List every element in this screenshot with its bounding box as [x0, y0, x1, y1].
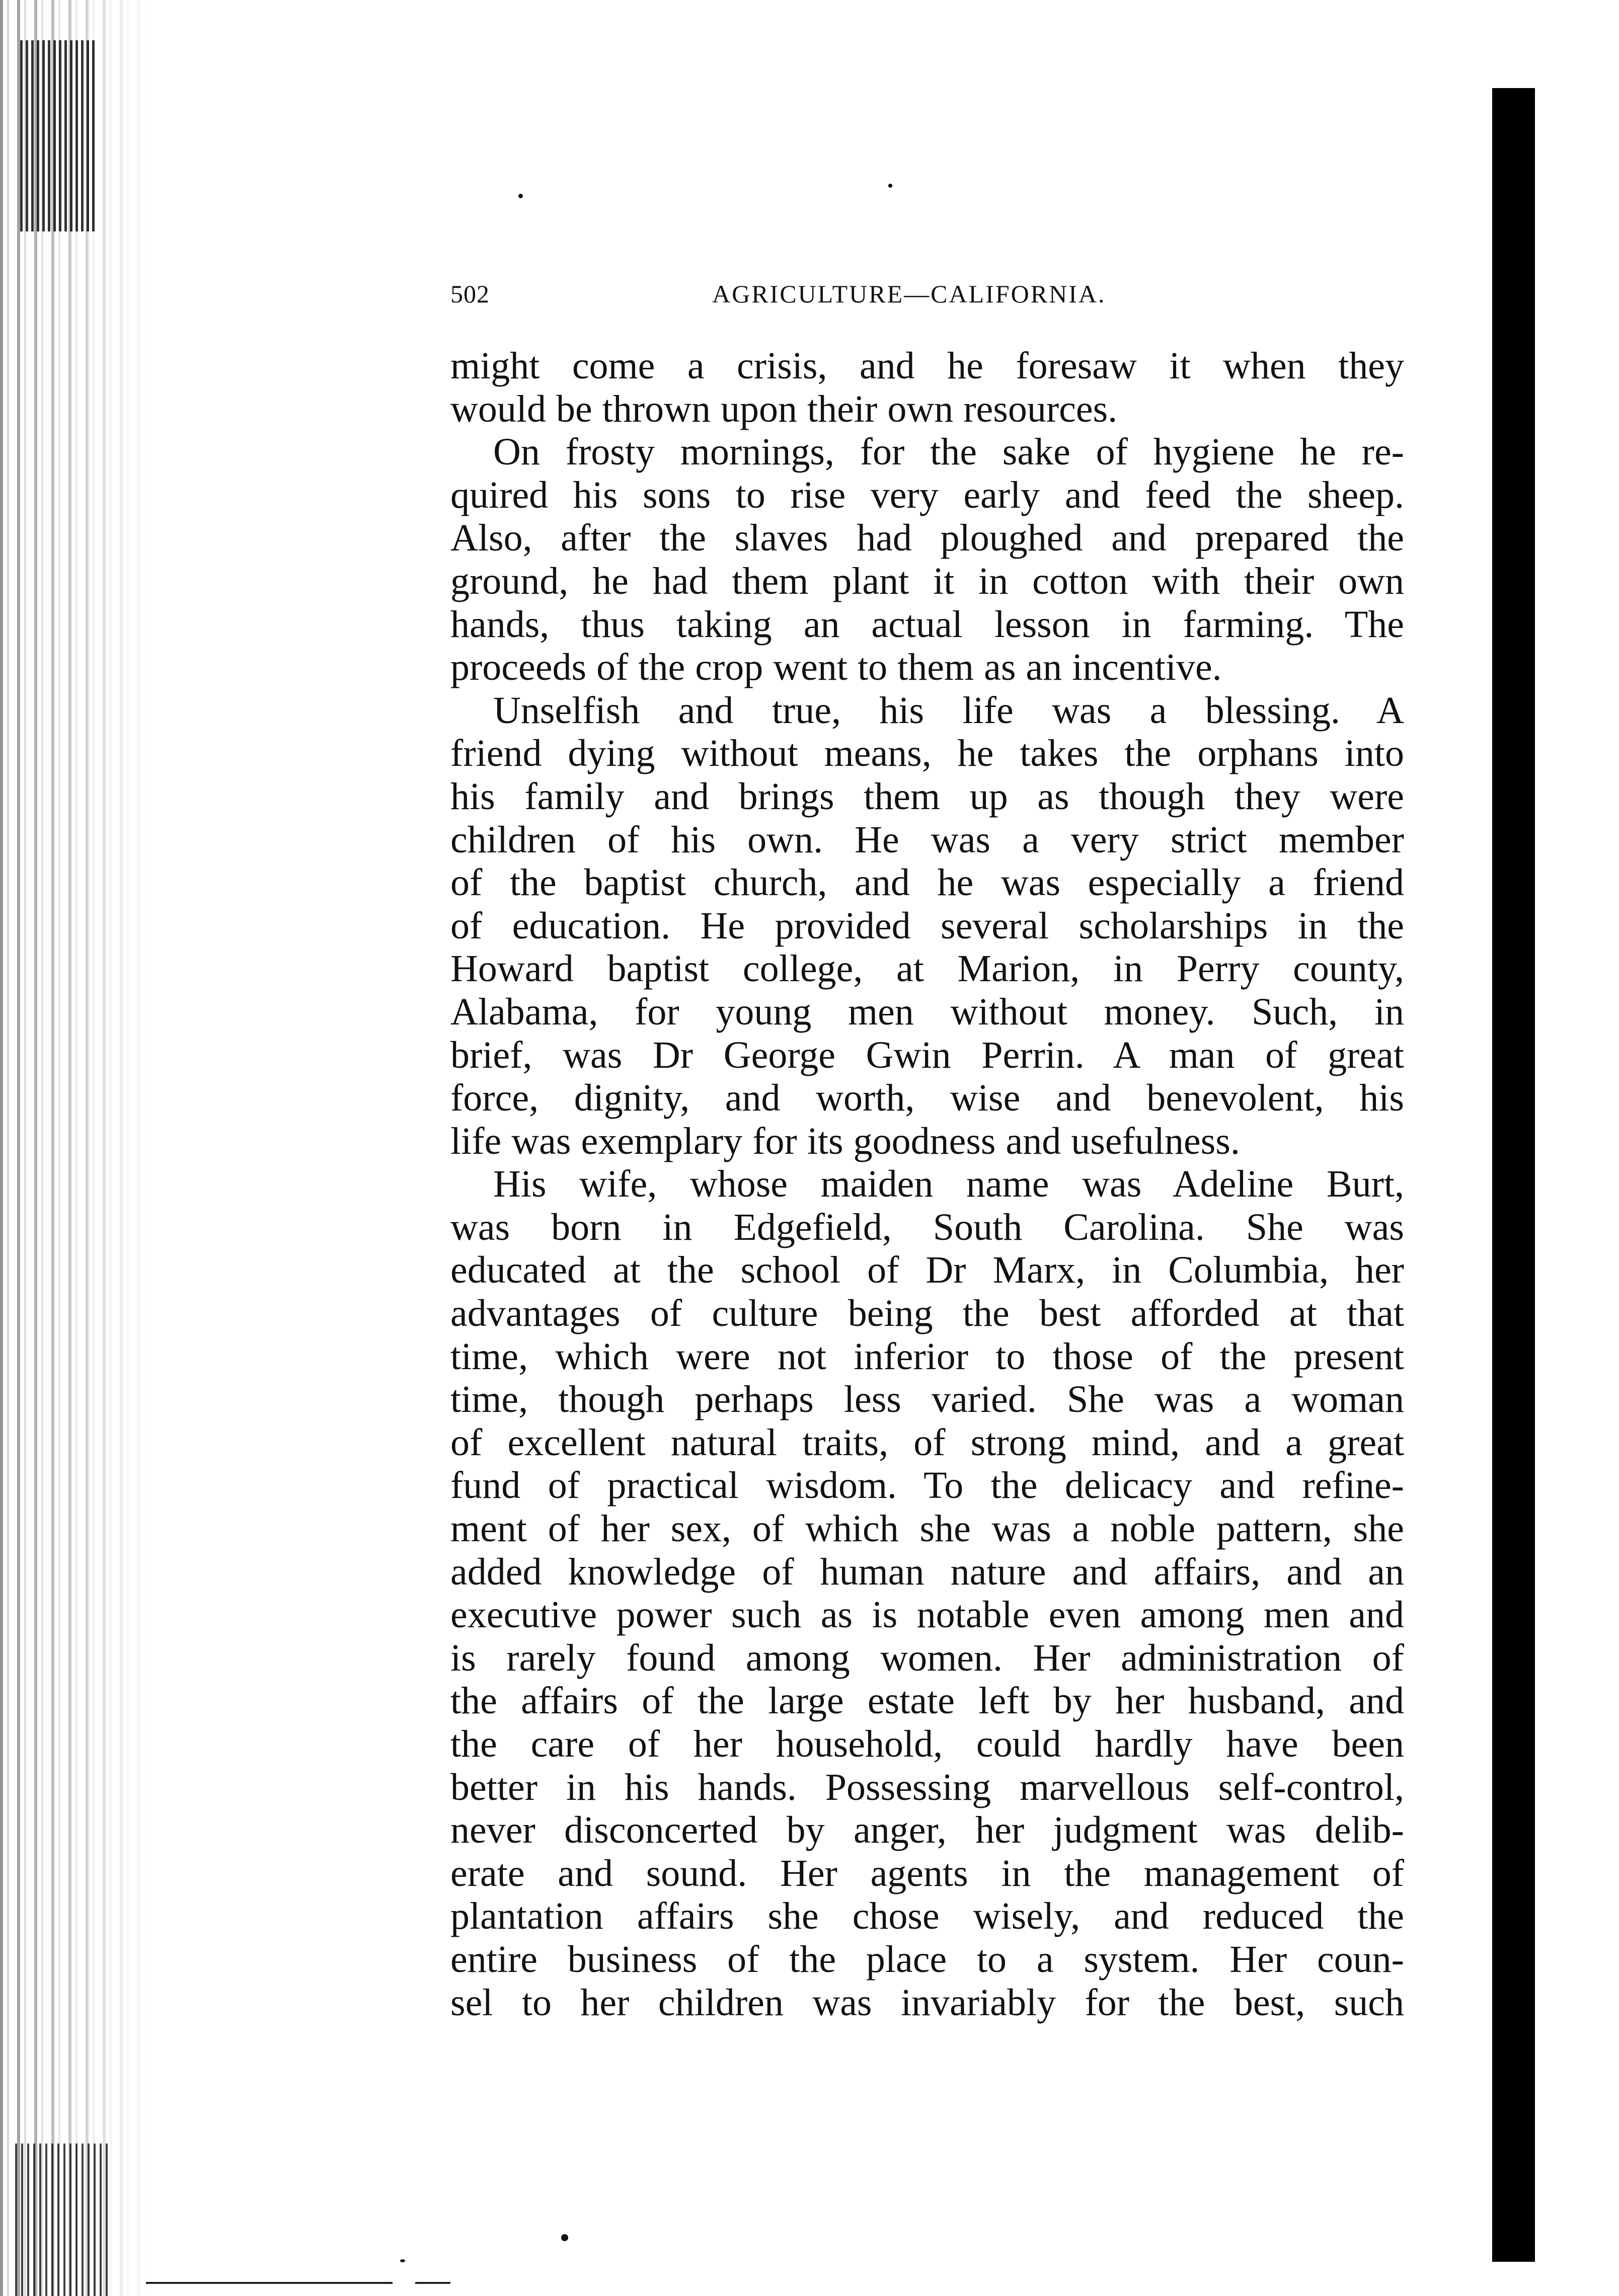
text-line: plantation affairs she chose wisely, and reduced the [450, 1895, 1404, 1938]
scan-edge-marks-top [20, 40, 96, 231]
text-line: ment of her sex, of which she was a noble pattern, she [450, 1508, 1404, 1550]
text-line: force, dignity, and worth, wise and benevolent, his [450, 1077, 1404, 1120]
text-line: Howard baptist college, at Marion, in Perry county, [450, 947, 1404, 990]
text-line: time, though perhaps less varied. She was a woman [450, 1378, 1404, 1421]
running-title: AGRICULTURE—CALIFORNIA. [712, 280, 1106, 308]
text-line: time, which were not inferior to those of the present [450, 1335, 1404, 1378]
text-line: was born in Edgefield, South Carolina. She was [450, 1206, 1404, 1248]
text-line: added knowledge of human nature and affairs, and an [450, 1550, 1404, 1593]
text-line: Alabama, for young men without money. Such, in [450, 990, 1404, 1033]
speck [518, 194, 523, 198]
text-line: ground, he had them plant it in cotton with their own [450, 560, 1404, 602]
body-text [450, 345, 1404, 2024]
text-line: entire business of the place to a system. Her coun- [450, 1938, 1404, 1981]
text-line: friend dying without means, he takes the orphans into [450, 732, 1404, 775]
text-line: quired his sons to rise very early and feed the sheep. [450, 473, 1404, 516]
text-line: hands, thus taking an actual lesson in farming. The [450, 603, 1404, 646]
text-line: life was exemplary for its goodness and usefulness. [450, 1120, 1240, 1162]
text-line: proceeds of the crop went to them as an incentive. [450, 646, 1222, 689]
bottom-rule [146, 2282, 393, 2284]
text-line: advantages of culture being the best afforded at that [450, 1292, 1404, 1335]
text-line: better in his hands. Possessing marvellous self-control, [450, 1766, 1404, 1808]
text-line: of education. He provided several scholarships in the [450, 904, 1404, 947]
text-line: would be thrown upon their own resources. [450, 387, 1118, 430]
page-number: 502 [450, 280, 490, 308]
text-line: fund of practical wisdom. To the delicacy and refine- [450, 1464, 1404, 1507]
text-line: of the baptist church, and he was especially a friend [450, 861, 1404, 904]
text-line: Unselfish and true, his life was a blessing. A [493, 689, 1404, 732]
speck [400, 2259, 405, 2262]
text-line: His wife, whose maiden name was Adeline Burt, [493, 1163, 1404, 1206]
text-line: the affairs of the large estate left by her husband, and [450, 1680, 1404, 1722]
text-line: his family and brings them up as though they were [450, 775, 1404, 818]
text-line: On frosty mornings, for the sake of hygiene he re- [493, 431, 1404, 473]
text-line: children of his own. He was a very strict member [450, 818, 1404, 861]
text-line: the care of her household, could hardly have been [450, 1723, 1404, 1765]
text-line: might come a crisis, and he foresaw it when they [450, 345, 1404, 387]
text-line: educated at the school of Dr Marx, in Columbia, her [450, 1249, 1404, 1292]
speck [561, 2234, 568, 2241]
scan-edge-left [0, 0, 151, 2296]
text-line: of excellent natural traits, of strong mind, and a great [450, 1421, 1404, 1464]
text-line: never disconcerted by anger, her judgment was delib- [450, 1809, 1404, 1852]
text-line: Also, after the slaves had ploughed and prepared the [450, 517, 1404, 560]
text-line: is rarely found among women. Her administration of [450, 1636, 1404, 1679]
text-line: executive power such as is notable even among men and [450, 1594, 1404, 1636]
speck [888, 184, 892, 188]
bottom-rule [415, 2282, 450, 2284]
running-head [450, 279, 1407, 314]
text-line: sel to her children was invariably for the best, such [450, 1981, 1404, 2024]
text-line: erate and sound. Her agents in the management of [450, 1852, 1404, 1894]
text-line: brief, was Dr George Gwin Perrin. A man of great [450, 1034, 1404, 1076]
scan-edge-marks-bottom [15, 2144, 111, 2296]
scan-edge-right-bar [1492, 88, 1535, 2262]
